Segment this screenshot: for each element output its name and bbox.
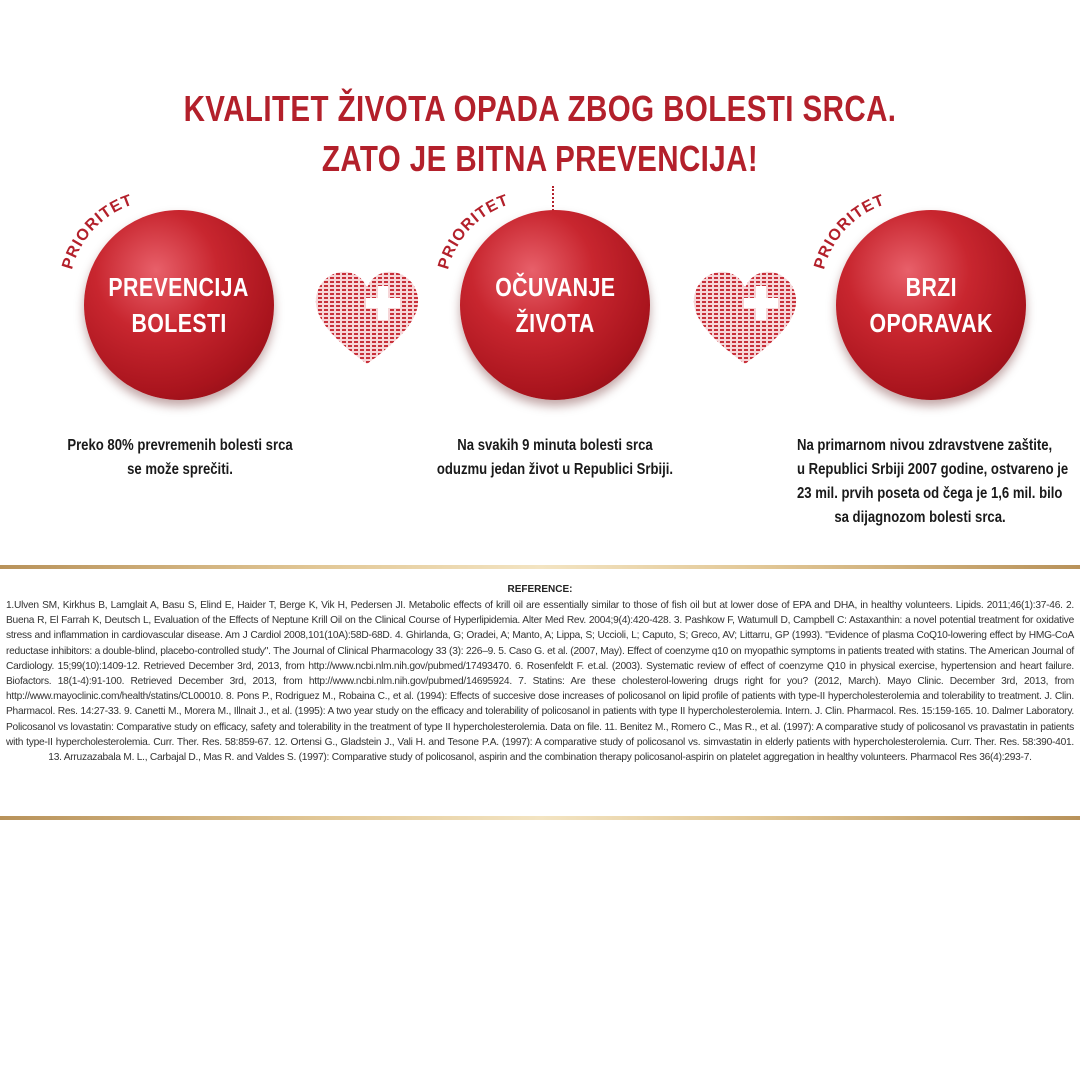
circle-label-line-2: BOLESTI bbox=[131, 308, 227, 338]
caption-life bbox=[410, 434, 700, 482]
caption-line: Na svakih 9 minuta bolesti srca bbox=[457, 437, 653, 454]
headline-line-2: ZATO JE BITNA PREVENCIJA! bbox=[321, 138, 759, 179]
caption-line: Na primarnom nivou zdravstvene zaštite, bbox=[797, 437, 1053, 454]
heart-cross-icon bbox=[312, 268, 422, 368]
priority-text: PRIORITET bbox=[435, 191, 512, 272]
circle-label-line-1: OČUVANJE bbox=[494, 272, 616, 302]
caption-line: Preko 80% prevremenih bolesti srca bbox=[67, 437, 293, 454]
caption-line: se može sprečiti. bbox=[127, 461, 233, 478]
references-title: REFERENCE: bbox=[507, 584, 573, 595]
caption-line: oduzmu jedan život u Republici Srbiji. bbox=[436, 461, 674, 478]
circle-recovery bbox=[836, 210, 1026, 400]
gold-divider-top bbox=[0, 565, 1080, 569]
caption-line: u Republici Srbiji 2007 godine, ostvareno je bbox=[797, 461, 1069, 478]
priority-text: PRIORITET bbox=[59, 191, 136, 272]
circle-prevention bbox=[84, 210, 274, 400]
circle-life bbox=[460, 210, 650, 400]
references-body: 1.Ulven SM, Kirkhus B, Lamglait A, Basu S, Elind E, Haider T, Berge K, Vik H, Pedersen JI. Metabolic effects of krill oil are essentially similar to those of fish oil but at lower dose of EPA and DHA, in healthy volunteers. Lipids. 2011;46(1):37-46. 2. Buena R, El Farrah K, Deutsch L, Evaluation of the Effects of Neptune Krill Oil on the Clinical Course of Hyperlipidemia. Alter Med Rev. 2004;9(4):420-428. 3. Pashkow F, Watumull D, Campbell C: Astaxanthin: a novel potential treatment for oxidative stress and inflammation in cardiovascular disease. Am J Cardiol 2008,101(10A):58D-68D. 4. Ghirlanda, G; Oradei, A; Manto, A; Lippa, S; Uccioli, L; Caputo, S; Greco, AV; Littarru, GP (1993). "Evidence of plasma CoQ10-lowering effect by HMG-CoA reductase inhibitors: a double-blind, placebo-controlled study". The Journal of Clinical Pharmacology 33 (3): 226–9. 5. Caso G. et al. (2007, May). Effect of coenzyme q10 on myopathic symptoms in patients treated with statins. The American Journal of Cardiology. 15;99(10):1409-12. Retrieved December 3rd, 2013, from http://www.ncbi.nlm.nih.gov/pubmed/17493470. 6. Rosenfeldt F. et.al. (2003). Systematic review of effect of coenzyme Q10 in physical exercise, hypertension and heart failure. Biofactors. 18(1-4):91-100. Retrieved December 3rd, 2013, from http://www.ncbi.nlm.nih.gov/pubmed/14695924. 7. Statins: Are these cholesterol-lowering drugs right for you? (2012, March). Mayo Clinic. December 3rd, 2013, from http://www.mayoclinic.com/health/statins/CL00010. 8. Pons P., Rodriguez M., Robaina C., et al. (1994): Effects of succesive dose increases of policosanol on lipid profile of patients with type-II hypercholesterolemia and tolerability to treatment. J. Clin. Pharmacol. Res. 14:27-33. 9. Canetti M., Morera M., Illnait J., et al. (1995): A two year study on the efficacy and tolerability of policosanol in patients with type II hypercholesterolemia. Intern. J. Clin. Pharmacol. Res. 15:159-165. 10. Dalmer Laboratory. Policosanol vs lovastatin: Comparative study on efficacy, safety and tolerability in the treatment of type II hypercholesterolemia. Data on file. 11. Benitez M., Romero C., Mas R., et al. (1997): A comparative study of policosanol vs pravastatin in patients with type-II hypercholesterolemia. Curr. Ther. Res. 58:859-67. 12. Ortensi G., Gladstein J., Vali H. and Tesone P.A. (1997): A comparative study of policosanol vs. simvastatin in elderly patients with hypercholesterolemia. Curr. Ther. Res. 58:390-401. 13. Arruzazabala M. L., Carbajal D., Mas R. and Valdes S. (1997): Comparative study of policosanol, aspirin and the combination therapy policosanol-aspirin on platelet aggregation in healthy volunteers. Pharmacol Res 36(4):293-7. bbox=[6, 600, 1074, 764]
caption-line: sa dijagnozom bolesti srca. bbox=[834, 509, 1006, 526]
caption-recovery bbox=[770, 434, 1070, 530]
heart-cross-icon bbox=[690, 268, 800, 368]
priority-text: PRIORITET bbox=[811, 191, 888, 272]
caption-prevention bbox=[40, 434, 320, 482]
gold-divider-bottom bbox=[0, 816, 1080, 820]
circle-label-line-1: BRZI bbox=[905, 272, 957, 302]
circle-label-line-2: OPORAVAK bbox=[869, 308, 993, 338]
circle-label-line-2: ŽIVOTA bbox=[515, 308, 595, 338]
caption-line: 23 mil. prvih poseta od čega je 1,6 mil. bilo bbox=[797, 485, 1063, 502]
circle-label-line-1: PREVENCIJA bbox=[108, 272, 250, 302]
headline-line-1: KVALITET ŽIVOTA OPADA ZBOG BOLESTI SRCA. bbox=[183, 88, 897, 129]
